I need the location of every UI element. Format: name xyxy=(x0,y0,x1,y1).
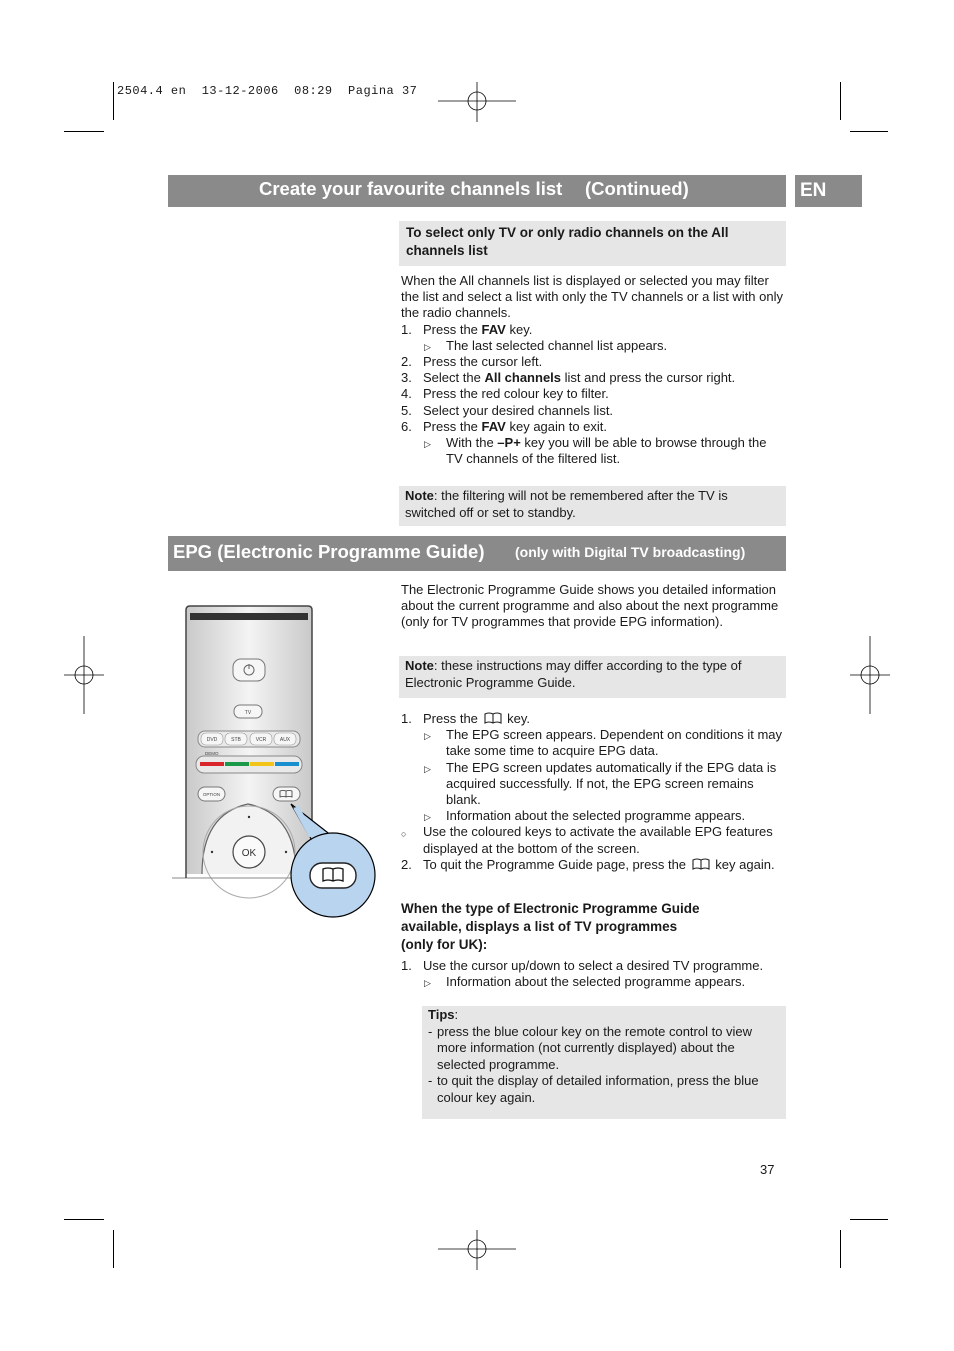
remote-control-illustration xyxy=(172,604,382,924)
sub-last-pre: With the xyxy=(446,435,498,451)
epg-sub-item xyxy=(401,808,785,824)
filter-step xyxy=(401,354,785,370)
sub-text: The EPG screen updates automatically if the EPG data is acquired successfully. If not, the EPG screen remains blank. xyxy=(446,759,777,808)
epg-step-1 xyxy=(401,711,785,727)
step-2-pre: To quit the Programme Guide page, press the xyxy=(423,856,687,872)
arrow-icon: ▷ xyxy=(424,978,431,989)
registration-mark-top xyxy=(438,82,516,122)
arrow-icon: ▷ xyxy=(424,341,431,352)
filter-intro: When the All channels list is displayed or selected you may filter the list and select a list with only the TV channels or a list with only the radio channels. xyxy=(401,273,784,321)
section-header-bar xyxy=(168,175,786,207)
tip-text: press the blue colour key on the remote control to view more information (not currently displayed) about the selected programme. xyxy=(437,1023,753,1072)
registration-mark-bottom xyxy=(438,1230,516,1270)
arrow-icon: ▷ xyxy=(424,731,431,742)
sub-text: The last selected channel list appears. xyxy=(446,337,668,353)
registration-mark-left xyxy=(64,636,104,714)
step-text: Select your desired channels list. xyxy=(423,402,614,418)
sub-text: The EPG screen appears. Dependent on conditions it may take some time to acquire EPG data. xyxy=(446,727,783,759)
step-number: 5. xyxy=(401,402,412,418)
tips-label: Tips xyxy=(428,1007,455,1022)
arrow-icon: ▷ xyxy=(424,439,431,450)
filter-step xyxy=(401,322,785,338)
arrow-icon: ▷ xyxy=(424,763,431,774)
filter-heading-box xyxy=(399,221,786,266)
step-text: Press the red colour key to filter. xyxy=(423,386,609,402)
remote-demo-label: DEMO xyxy=(205,751,219,756)
filter-body xyxy=(401,273,785,467)
bullet-text: Use the coloured keys to activate the available EPG features displayed at the bottom of the screen. xyxy=(423,824,773,856)
epg-bullet xyxy=(401,824,785,856)
uk-sub-text: Information about the selected programme appears. xyxy=(446,974,746,990)
arrow-icon: ▷ xyxy=(424,812,431,823)
guide-book-icon xyxy=(484,712,502,724)
uk-heading-line: available, displays a list of TV programmes xyxy=(401,919,678,934)
page-number: 37 xyxy=(760,1162,775,1177)
step-text: key again to exit. xyxy=(505,418,608,434)
step-text: Press the xyxy=(423,418,482,434)
remote-option-label: OPTION xyxy=(202,792,221,797)
epg-note-label: Note xyxy=(405,658,434,673)
tip-dash: - xyxy=(428,1023,433,1039)
sub-last-bold: –P+ xyxy=(497,435,521,451)
source-key-label: DVD xyxy=(206,737,218,743)
filter-steps xyxy=(401,322,785,435)
uk-steps xyxy=(401,958,785,990)
tip-item xyxy=(428,1073,778,1106)
epg-step-2 xyxy=(401,857,785,873)
uk-step-1 xyxy=(401,958,785,974)
filter-step xyxy=(401,370,785,386)
filter-sub-last xyxy=(401,435,785,467)
step-number: 4. xyxy=(401,386,412,402)
epg-sub-item xyxy=(401,760,785,809)
epg-sub-list xyxy=(401,727,785,824)
bullet-icon: ○ xyxy=(401,829,407,840)
tips-box: Tips: - press the blue colour key on the remote control to view more information (not currently displayed) about the selected programme. - to quit the display of detailed information, press the blue colour key again. xyxy=(422,1006,786,1119)
step-text: Press the xyxy=(423,321,482,337)
registration-mark-right xyxy=(850,636,890,714)
epg-title: EPG (Electronic Programme Guide) xyxy=(173,541,485,562)
step-text: Press the cursor left. xyxy=(423,354,543,370)
tip-item xyxy=(428,1024,778,1074)
step-number: 2. xyxy=(401,354,412,370)
uk-heading-line: (only for UK): xyxy=(401,937,488,952)
step-number: 1. xyxy=(401,321,412,337)
epg-subtitle: (only with Digital TV broadcasting) xyxy=(515,544,746,560)
section-title-continued: (Continued) xyxy=(585,178,689,199)
red-key xyxy=(200,762,224,766)
remote-ok-label: OK xyxy=(241,848,257,859)
step-text: Select the xyxy=(423,370,485,386)
print-slug: 2504.4 en 13-12-2006 08:29 Pagina 37 xyxy=(117,84,418,98)
filter-note-label: Note xyxy=(405,488,434,503)
filter-note-text: : the filtering will not be remembered after the TV is switched off or set to standby. xyxy=(405,488,728,520)
epg-steps xyxy=(401,711,785,873)
green-key xyxy=(225,762,249,766)
source-key-label: VCR xyxy=(255,737,267,743)
sub-text: Information about the selected programme appears. xyxy=(446,808,746,824)
epg-note-box xyxy=(399,656,786,698)
filter-step xyxy=(401,386,785,402)
language-tab xyxy=(795,175,862,207)
uk-step-1-text: Use the cursor up/down to select a desired TV programme. xyxy=(423,958,764,973)
guide-book-icon xyxy=(692,858,710,870)
filter-heading: To select only TV or only radio channels on the All channels list xyxy=(406,225,729,258)
source-key-label: STB xyxy=(231,737,241,743)
step-key: All channels xyxy=(484,370,562,386)
language-label: EN xyxy=(800,180,827,201)
filter-step xyxy=(401,403,785,419)
sub-last-post: key you will be able to browse through the TV channels of the filtered list. xyxy=(446,435,767,467)
uk-step-1-sub xyxy=(401,974,785,990)
tips-list xyxy=(428,1024,778,1107)
section-title: Create your favourite channels list xyxy=(259,178,563,199)
step-2-post: key again. xyxy=(715,856,775,872)
step-number: 3. xyxy=(401,370,412,386)
remote-tv-label: TV xyxy=(244,710,252,716)
epg-intro: The Electronic Programme Guide shows you detailed information about the current programme and also about the next programme (only for TV programmes that provide EPG information). xyxy=(401,582,779,630)
tip-text: to quit the display of detailed information, press the blue colour key again. xyxy=(437,1073,759,1105)
epg-header-bar xyxy=(168,536,786,571)
epg-note-text: : these instructions may differ according to the type of Electronic Programme Guide. xyxy=(405,658,742,690)
source-key-label: AUX xyxy=(279,737,291,743)
uk-heading xyxy=(401,900,785,954)
step-1-pre: Press the xyxy=(423,711,478,726)
step-text: key. xyxy=(505,321,533,337)
uk-heading-line: When the type of Electronic Programme Guide xyxy=(401,901,700,916)
tip-dash: - xyxy=(428,1073,433,1089)
step-text: list and press the cursor right. xyxy=(561,370,736,386)
yellow-key xyxy=(250,762,274,766)
step-key: FAV xyxy=(481,321,506,337)
step-number: 2. xyxy=(401,856,412,872)
step-number: 6. xyxy=(401,418,412,434)
step-number: 1. xyxy=(401,711,412,726)
filter-step-sub xyxy=(401,338,785,354)
filter-step xyxy=(401,419,785,435)
blue-key xyxy=(275,762,299,766)
step-key: FAV xyxy=(481,418,506,434)
filter-note-box xyxy=(399,486,786,526)
epg-sub-item xyxy=(401,727,785,759)
step-number: 1. xyxy=(401,958,412,973)
step-1-post: key. xyxy=(507,711,531,726)
